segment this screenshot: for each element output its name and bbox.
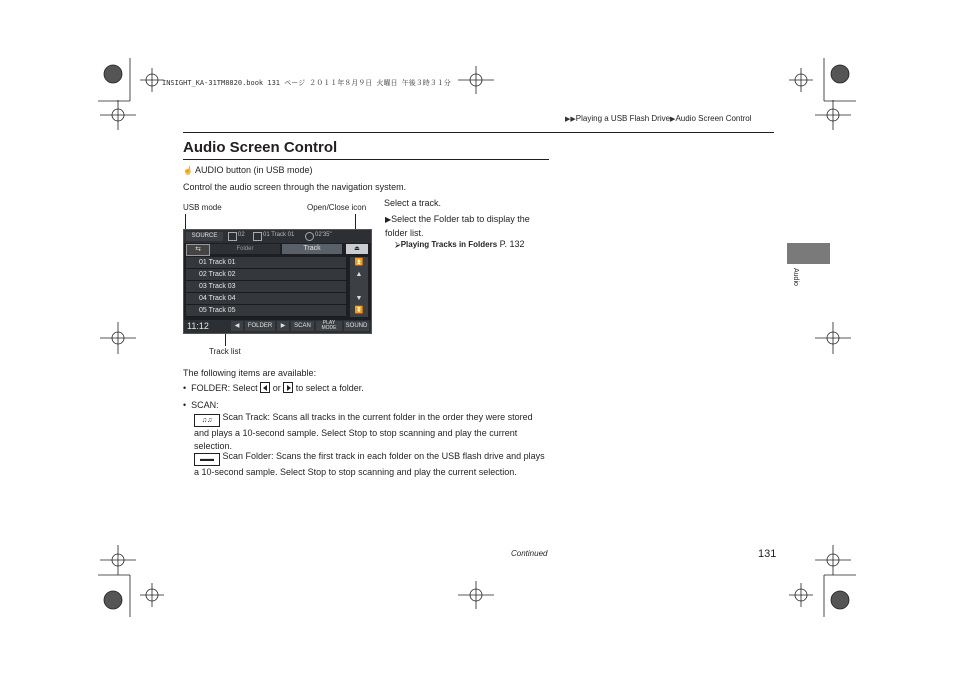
- xref-page: P. 132: [497, 239, 525, 249]
- scan-button[interactable]: SCAN: [291, 321, 314, 331]
- screen-bottom-bar: [184, 320, 371, 333]
- page-down-icon[interactable]: ⏬: [354, 307, 364, 314]
- xref-link[interactable]: Playing Tracks in Folders: [400, 240, 498, 249]
- scan-track-label: Scan Track: [222, 412, 268, 422]
- breadcrumb-item-usb[interactable]: Playing a USB Flash Drive: [575, 114, 671, 123]
- sub-text-pre: Select the: [391, 214, 434, 224]
- track-row-5[interactable]: 05 Track 05: [186, 305, 346, 317]
- audio-screen: [183, 229, 372, 334]
- page-up-icon[interactable]: ⏫: [354, 259, 364, 266]
- current-track: 01 Track 01: [263, 232, 295, 238]
- tab-folder[interactable]: Folder: [210, 244, 280, 254]
- title-rule: [183, 159, 549, 160]
- track-row-1[interactable]: 01 Track 01: [186, 257, 346, 269]
- items-intro: The following items are available:: [183, 368, 317, 378]
- screen-status-bar: [184, 230, 371, 243]
- scan-folder-text1: : Scans the first track in each folder on the USB flash drive and plays a 10-second sample. Select: [194, 451, 545, 477]
- scan-track-icon: ♫♫: [194, 414, 220, 427]
- folder-item-pre: : Select: [227, 383, 261, 393]
- folder-item-label: FOLDER: [191, 383, 228, 393]
- scan-folder-icon: ▬▬: [194, 453, 220, 466]
- open-close-icon[interactable]: ⏏: [346, 244, 368, 254]
- source-button[interactable]: SOURCE: [186, 232, 223, 241]
- folder-item-or: or: [270, 383, 284, 393]
- header-rule: [183, 132, 774, 133]
- track-list: [186, 257, 346, 317]
- scan-folder-text2: to stop scanning and play the current selection.: [326, 467, 517, 477]
- left-arrow-key-icon: [260, 382, 270, 393]
- scan-track-desc: [194, 411, 550, 452]
- breadcrumb-arrow-icon: ▶: [670, 116, 676, 123]
- breadcrumb: [565, 114, 751, 123]
- tab-track[interactable]: Track: [282, 244, 342, 254]
- step-select-track: Select a track.: [384, 198, 442, 208]
- clock-icon: [305, 232, 314, 241]
- intro-text: Control the audio screen through the navigation system.: [183, 182, 407, 192]
- hint-hand-icon: ☝: [183, 166, 193, 175]
- elapsed-time: 02'35": [315, 232, 332, 238]
- hint-text: AUDIO button (in USB mode): [194, 165, 313, 175]
- folder-prev-icon[interactable]: ◀: [231, 321, 243, 331]
- folder-item: [183, 382, 364, 395]
- usb-mode-icon[interactable]: ⇆: [186, 244, 210, 256]
- scan-folder-desc: [194, 450, 550, 479]
- side-tab-label: Audio: [792, 268, 799, 286]
- step-sub-text: [385, 213, 550, 239]
- clock: 11:12: [187, 321, 209, 331]
- side-tab-marker: [787, 243, 830, 264]
- track-row-4[interactable]: 04 Track 04: [186, 293, 346, 305]
- track-row-3[interactable]: 03 Track 03: [186, 281, 346, 293]
- scan-track-text2: to stop scanning and play the current selection.: [194, 428, 518, 451]
- list-scrollbar[interactable]: [350, 257, 368, 317]
- bullet: •: [183, 400, 192, 410]
- stop-label: Stop: [307, 467, 327, 477]
- callout-usb-mode: USB mode: [183, 203, 222, 212]
- breadcrumb-item-audio-screen[interactable]: Audio Screen Control: [675, 114, 752, 123]
- scan-item: [183, 399, 219, 412]
- folder-icon: [228, 232, 237, 241]
- scan-item-colon: :: [216, 400, 219, 410]
- page-number: 131: [758, 548, 777, 560]
- continued-note: Continued: [511, 549, 548, 558]
- scan-folder-label: Scan Folder: [222, 451, 272, 461]
- xref-arrow-icon: ⮚: [395, 240, 401, 249]
- track-row-2[interactable]: 02 Track 02: [186, 269, 346, 281]
- folder-tab-label: Folder: [433, 214, 460, 224]
- callout-track-list: Track list: [209, 347, 241, 356]
- sub-text-post: tab to display the folder list.: [385, 214, 530, 238]
- hint-line: [183, 164, 313, 178]
- print-info-line: INSIGHT_KA-31TM8820.book 131 ページ ２０１１年８月９日 火曜日 午後３時３１分: [162, 79, 451, 87]
- scan-track-text1: : Scans all tracks in the current folder in the order they were stored and plays a 10-second sample. Select: [194, 412, 533, 438]
- scroll-down-icon[interactable]: ▼: [355, 295, 363, 302]
- track-icon: [253, 232, 262, 241]
- folder-button[interactable]: FOLDER: [245, 321, 275, 331]
- bullet: •: [183, 383, 192, 393]
- step-arrow-icon: ▶: [385, 215, 392, 224]
- callout-open-close: Open/Close icon: [307, 203, 367, 212]
- scan-item-label: SCAN: [191, 400, 217, 410]
- scroll-up-icon[interactable]: ▲: [355, 271, 363, 278]
- cross-reference[interactable]: [395, 238, 525, 252]
- right-arrow-key-icon: [283, 382, 293, 393]
- page-title: Audio Screen Control: [183, 139, 338, 156]
- folder-number: 02: [238, 232, 245, 238]
- folder-item-post: to select a folder.: [293, 383, 364, 393]
- breadcrumb-arrow-icon: ▶▶: [565, 116, 576, 123]
- folder-next-icon[interactable]: ▶: [277, 321, 289, 331]
- stop-label: Stop: [348, 428, 368, 438]
- sound-button[interactable]: SOUND: [345, 323, 368, 329]
- play-mode-button[interactable]: PLAY MODE: [316, 321, 342, 331]
